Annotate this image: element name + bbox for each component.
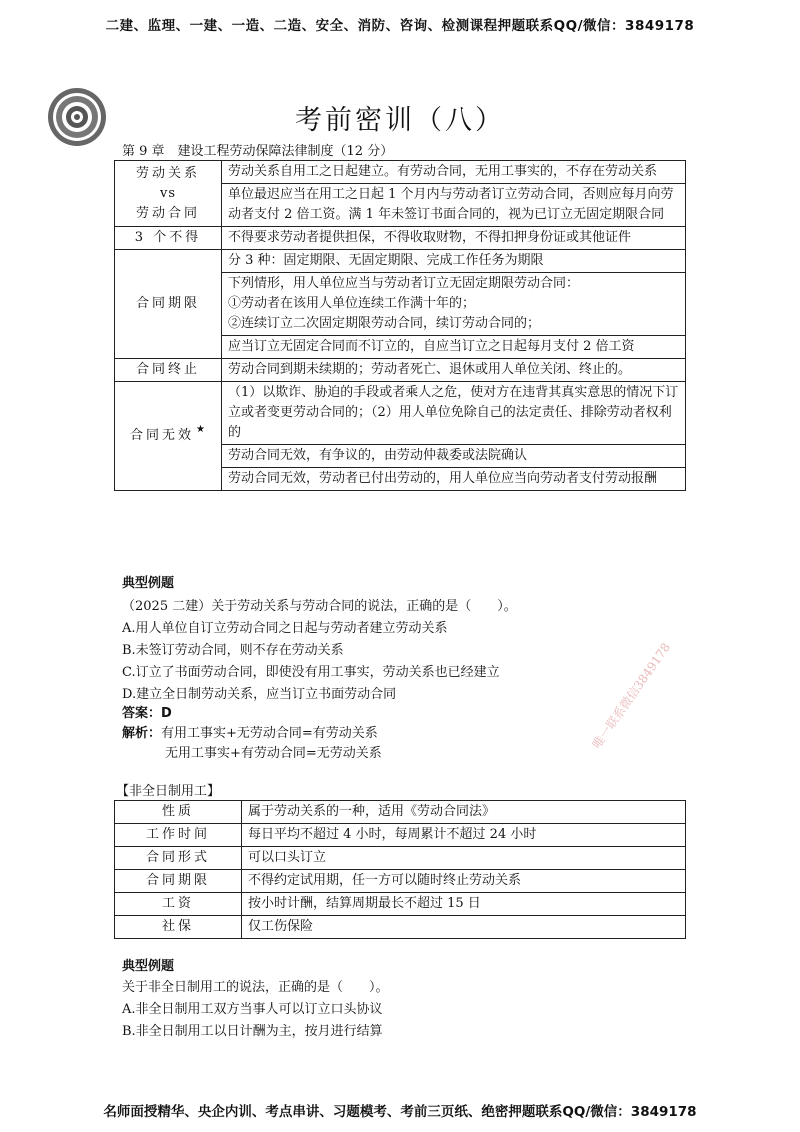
table-cell: 劳动合同到期未续期的；劳动者死亡、退休或用人单位关闭、终止的。	[222, 359, 686, 382]
table-cell: 属于劳动关系的一种，适用《劳动合同法》	[242, 801, 686, 824]
parttime-title: 【非全日制用工】	[116, 784, 221, 799]
page-header: 二建、监理、一建、一造、二造、安全、消防、咨询、检测课程押题联系QQ/微信：3849178	[105, 18, 695, 34]
example1-question: （2025 二建）关于劳动关系与劳动合同的说法，正确的是（ ）。	[122, 599, 517, 614]
row-head: 工作时间	[115, 824, 242, 847]
row-head-end: 合同终止	[115, 359, 222, 382]
table-cell: 每日平均不超过 4 小时，每周累计不超过 24 小时	[242, 824, 686, 847]
page-title: 考前密训（八）	[295, 105, 505, 136]
table-cell: 不得要求劳动者提供担保，不得收取财物，不得扣押身份证或其他证件	[222, 227, 686, 250]
row-head: 合同期限	[115, 870, 242, 893]
example1-title: 典型例题	[122, 576, 175, 591]
example1-option-b: B.未签订劳动合同，则不存在劳动关系	[122, 643, 344, 658]
example2-option-a: A.非全日制用工双方当事人可以订立口头协议	[122, 1002, 383, 1017]
table-cell: 仅工伤保险	[242, 916, 686, 939]
row-head: 工资	[115, 893, 242, 916]
row-head-invalid: 合同无效 ★	[115, 382, 222, 491]
table-cell: 分 3 种：固定期限、无固定期限、完成工作任务为期限	[222, 250, 686, 273]
table-cell: 劳动关系自用工之日起建立。有劳动合同，无用工事实的，不存在劳动关系	[222, 161, 686, 184]
example1-analysis: 解析：有用工事实+无劳动合同=有劳动关系	[122, 726, 378, 741]
example2-option-b: B.非全日制用工以日计酬为主，按月进行结算	[122, 1024, 383, 1039]
table-cell: 可以口头订立	[242, 847, 686, 870]
page-footer: 名师面授精华、央企内训、考点串讲、习题模考、考前三页纸、绝密押题联系QQ/微信：3849178	[103, 1104, 697, 1120]
table-cell: 劳动合同无效，劳动者已付出劳动的，用人单位应当向劳动者支付劳动报酬	[222, 468, 686, 491]
example1-answer: 答案：D	[122, 706, 172, 721]
table-cell: 劳动合同无效，有争议的，由劳动仲裁委或法院确认	[222, 445, 686, 468]
row-head: 合同形式	[115, 847, 242, 870]
table-cell: 不得约定试用期，任一方可以随时终止劳动关系	[242, 870, 686, 893]
example1-option-d: D.建立全日制劳动关系，应当订立书面劳动合同	[122, 687, 397, 702]
labor-law-table	[114, 160, 686, 491]
star-icon: ★	[196, 423, 208, 435]
example1-analysis-line2: 无用工事实+有劳动合同=无劳动关系	[165, 746, 382, 761]
table-cell: 单位最迟应当在用工之日起 1 个月内与劳动者订立劳动合同，否则应每月向劳动者支付 2 倍工资。满 1 年未签订书面合同的，视为已订立无固定期限合同	[222, 184, 686, 227]
chapter-heading: 第 9 章 建设工程劳动保障法律制度（12 分）	[122, 144, 394, 159]
row-head-three: 3 个不得	[115, 227, 222, 250]
watermark: 唯一联系微信3849178	[589, 640, 674, 752]
row-head-labor: 劳动关系 vs 劳动合同	[115, 161, 222, 227]
table-cell: 应当订立无固定合同而不订立的，自应当订立之日起每月支付 2 倍工资	[222, 336, 686, 359]
table-cell: （1）以欺诈、胁迫的手段或者乘人之危，使对方在违背其真实意思的情况下订立或者变更劳动合同的；（2）用人单位免除自己的法定责任、排除劳动者权利的	[222, 382, 686, 445]
row-head-term: 合同期限	[115, 250, 222, 359]
example2-title: 典型例题	[122, 959, 175, 974]
parttime-table	[114, 800, 686, 939]
example1-option-a: A.用人单位自订立劳动合同之日起与劳动者建立劳动关系	[122, 621, 448, 636]
table-cell: 按小时计酬，结算周期最长不超过 15 日	[242, 893, 686, 916]
example1-option-c: C.订立了书面劳动合同，即使没有用工事实，劳动关系也已经建立	[122, 665, 500, 680]
row-head: 性质	[115, 801, 242, 824]
row-head: 社保	[115, 916, 242, 939]
example2-question: 关于非全日制用工的说法，正确的是（ ）。	[122, 980, 389, 995]
table-cell: 下列情形，用人单位应当与劳动者订立无固定期限劳动合同： ①劳动者在该用人单位连续工作满十年的； ②连续订立二次固定期限劳动合同，续订劳动合同的；	[222, 273, 686, 336]
